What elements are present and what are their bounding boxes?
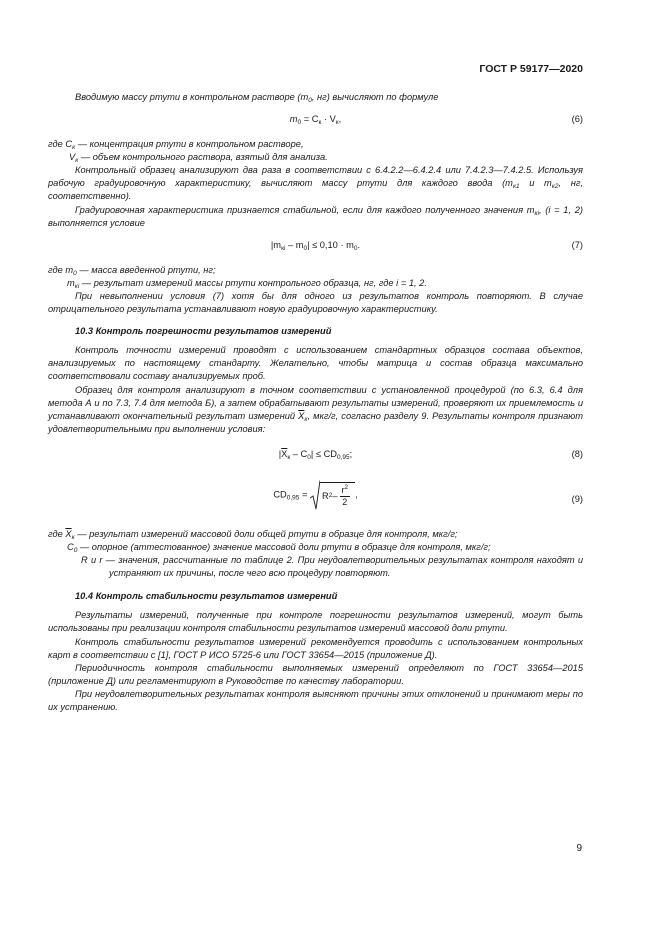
accuracy-paragraph-2: Образец для контроля анализируют в точном соответствии с установленной процедурой (по 6.3, 6.4 для метода А и по 7.3, 7.4 для метода Б), а затем обрабатывают результаты измерений, проверяют их приемлемость и устанавливают окончательный результат измерений $\overline{X}_к$, мкг/г, согласно разделу 9. Результаты контроля признают удовлетворительными при выполнении условия: — [48, 384, 583, 434]
where-line: где $m_0$ — масса введенной ртути, нг; — [48, 264, 216, 277]
fraction: $\frac{r^2}{2}$ — [341, 483, 349, 507]
intro-paragraph: Вводимую массу ртути в контрольном растворе ($m_0$, нг) вычисляют по формуле — [75, 92, 439, 104]
stability-paragraph-3: Периодичность контроля стабильности выполняемых измерений определяют по ГОСТ 33654—2015 (приложение Д) или регламентируют в Руководстве по качеству лаборатории. — [48, 662, 583, 686]
square-root: R 2 – $\frac{r^2}{2}$ — [310, 480, 355, 510]
where-line: $C_0$ — опорное (аттестованное) значение массовой доли ртути в образце для контроля, мкг/г; — [67, 541, 491, 554]
where-line: $m_{кi}$ — результат измерений массы ртути контрольного образца, нг, где i = 1, 2. — [67, 277, 427, 290]
formula-8: $|\overline{X}_к - C_0| \le CD_{0,95}$; (8) — [278, 448, 583, 461]
section-heading-10-4: 10.4 Контроль стабильности результатов измерений — [75, 591, 338, 602]
formula-number: (8) — [571, 448, 583, 459]
where-line: где $C_к$ — концентрация ртути в контрольном растворе, — [48, 139, 304, 152]
document-body — [48, 91, 583, 714]
formula-6: $m_0 = C_к \cdot V_к$, (6) — [289, 114, 583, 127]
formula-number: (6) — [571, 114, 583, 125]
stability-paragraph-4: При неудовлетворительных результатах контроля выясняют причины этих отклонений и принимают меры по их устранению. — [48, 688, 583, 712]
where-line: $V_к$ — объем контрольного раствора, взятый для анализа. — [69, 152, 328, 165]
where-line: R и r — значения, рассчитанные по таблице 2. При неудовлетворительных результатах контроля находят и устраняют их причины, после чего всю процедуру повторяют. — [81, 555, 583, 579]
radical-sign-icon — [310, 480, 320, 510]
where-line: где $\overline{X}_к$ — результат измерений массовой доли общей ртути в образце для контроля, мкг/г; — [48, 528, 458, 541]
formula-7: $|m_{кi} - m_0| \le 0,10 \cdot m_0$. (7) — [270, 239, 583, 252]
fail-paragraph: При невыполнении условия (7) хотя бы для одного из результатов контроль повторяют. В случае отрицательного результата устанавливают новую градуировочную характеристику. — [48, 290, 583, 315]
formula-number: (7) — [571, 239, 583, 250]
stability-paragraph-2: Контроль стабильности результатов измерений рекомендуется проводить с использованием контрольных карт в соответствии с [1], ГОСТ Р ИСО 5725-6 или ГОСТ 33654—2015 (приложение Д). — [48, 636, 583, 660]
stability-condition-paragraph: Градуировочная характеристика признается стабильной, если для каждого полученного значения $m_{кi}$, (i = 1, 2) выполняется условие — [48, 204, 583, 228]
accuracy-paragraph-1: Контроль точности измерений проводят с использованием стандартных образцов состава объектов, анализируемых по настоящему стандарту. Желательно, чтобы матрица и состав образца максимально соответствовали составу анализируемых проб. — [48, 345, 583, 382]
control-paragraph: Контрольный образец анализируют два раза в соответствии с 6.4.2.2—6.4.2.4 или 7.4.2.3—7.4.2.5. Используя рабочую градуировочную характеристику, вычисляют массу ртути для каждого ввода ($m_{к1}$ и $m_{к2}$, нг, соответственно). — [48, 165, 583, 202]
formula-9: $CD_{0,95}$ = R 2 – $\frac{r^2}{2}$ , (9) — [48, 480, 583, 520]
formula-number: (9) — [571, 493, 583, 504]
section-heading-10-3: 10.3 Контроль погрешности результатов измерений — [75, 326, 332, 337]
standard-header: ГОСТ Р 59177—2020 — [479, 63, 583, 75]
stability-paragraph-1: Результаты измерений, полученные при контроле погрешности результатов измерений, могут быть использованы при реализации контроля стабильности результатов измерений массовой доли ртути. — [48, 610, 583, 634]
page-number: 9 — [576, 843, 582, 854]
